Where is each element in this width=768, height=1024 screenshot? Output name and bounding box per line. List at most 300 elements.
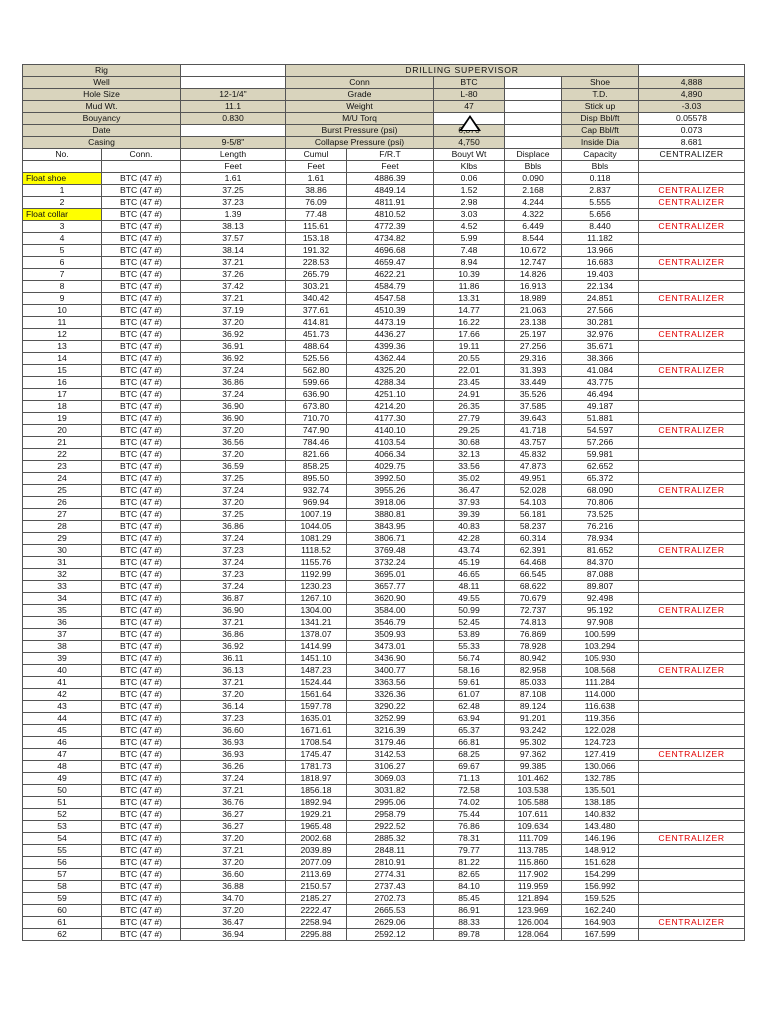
joint-displace[interactable]: 109.634 <box>505 821 562 833</box>
joint-frt[interactable]: 3179.46 <box>347 737 434 749</box>
joint-length[interactable]: 37.20 <box>181 449 286 461</box>
joint-cumul[interactable]: 1929.21 <box>286 809 347 821</box>
joint-cumul[interactable]: 1561.64 <box>286 689 347 701</box>
joint-bouyt-wt[interactable]: 61.07 <box>434 689 505 701</box>
joint-length[interactable]: 36.92 <box>181 329 286 341</box>
joint-centralizer[interactable] <box>639 269 745 281</box>
joint-cumul[interactable]: 525.56 <box>286 353 347 365</box>
joint-cumul[interactable]: 414.81 <box>286 317 347 329</box>
joint-conn[interactable]: BTC (47 #) <box>102 461 181 473</box>
joint-bouyt-wt[interactable]: 75.44 <box>434 809 505 821</box>
joint-length[interactable]: 1.39 <box>181 209 286 221</box>
joint-cumul[interactable]: 1155.76 <box>286 557 347 569</box>
joint-frt[interactable]: 3142.53 <box>347 749 434 761</box>
joint-conn[interactable]: BTC (47 #) <box>102 869 181 881</box>
joint-length[interactable]: 38.13 <box>181 221 286 233</box>
joint-no[interactable]: 36 <box>23 617 102 629</box>
joint-displace[interactable]: 85.033 <box>505 677 562 689</box>
joint-capacity[interactable]: 59.981 <box>562 449 639 461</box>
joint-frt[interactable]: 4325.20 <box>347 365 434 377</box>
joint-displace[interactable]: 119.959 <box>505 881 562 893</box>
joint-bouyt-wt[interactable]: 66.81 <box>434 737 505 749</box>
inside-dia-value[interactable]: 8.681 <box>639 137 745 149</box>
joint-frt[interactable]: 3252.99 <box>347 713 434 725</box>
joint-bouyt-wt[interactable]: 50.99 <box>434 605 505 617</box>
joint-cumul[interactable]: 1671.61 <box>286 725 347 737</box>
joint-cumul[interactable]: 1081.29 <box>286 533 347 545</box>
joint-conn[interactable]: BTC (47 #) <box>102 233 181 245</box>
joint-capacity[interactable]: 95.192 <box>562 605 639 617</box>
joint-frt[interactable]: 4251.10 <box>347 389 434 401</box>
joint-frt[interactable]: 3843.95 <box>347 521 434 533</box>
joint-centralizer[interactable]: CENTRALIZER <box>639 545 745 557</box>
joint-cumul[interactable]: 1267.10 <box>286 593 347 605</box>
joint-no[interactable]: 59 <box>23 893 102 905</box>
joint-conn[interactable]: BTC (47 #) <box>102 485 181 497</box>
joint-displace[interactable]: 93.242 <box>505 725 562 737</box>
joint-capacity[interactable]: 108.568 <box>562 665 639 677</box>
joint-conn[interactable]: BTC (47 #) <box>102 185 181 197</box>
joint-bouyt-wt[interactable]: 36.47 <box>434 485 505 497</box>
joint-length[interactable]: 37.20 <box>181 833 286 845</box>
joint-frt[interactable]: 4066.34 <box>347 449 434 461</box>
joint-bouyt-wt[interactable]: 48.11 <box>434 581 505 593</box>
joint-no[interactable]: 49 <box>23 773 102 785</box>
joint-capacity[interactable]: 162.240 <box>562 905 639 917</box>
joint-length[interactable]: 36.86 <box>181 377 286 389</box>
joint-centralizer[interactable] <box>639 857 745 869</box>
joint-conn[interactable]: BTC (47 #) <box>102 605 181 617</box>
joint-frt[interactable]: 3584.00 <box>347 605 434 617</box>
joint-bouyt-wt[interactable]: 86.91 <box>434 905 505 917</box>
joint-bouyt-wt[interactable]: 52.45 <box>434 617 505 629</box>
joint-cumul[interactable]: 303.21 <box>286 281 347 293</box>
joint-no[interactable]: 25 <box>23 485 102 497</box>
joint-cumul[interactable]: 38.86 <box>286 185 347 197</box>
joint-conn[interactable]: BTC (47 #) <box>102 665 181 677</box>
joint-length[interactable]: 37.24 <box>181 773 286 785</box>
joint-frt[interactable]: 2629.06 <box>347 917 434 929</box>
grade-value[interactable]: L-80 <box>434 89 505 101</box>
joint-capacity[interactable]: 27.566 <box>562 305 639 317</box>
joint-cumul[interactable]: 1.61 <box>286 173 347 185</box>
joint-conn[interactable]: BTC (47 #) <box>102 473 181 485</box>
joint-no[interactable]: 27 <box>23 509 102 521</box>
joint-conn[interactable]: BTC (47 #) <box>102 317 181 329</box>
joint-capacity[interactable]: 159.525 <box>562 893 639 905</box>
joint-bouyt-wt[interactable]: 2.98 <box>434 197 505 209</box>
joint-no[interactable]: 50 <box>23 785 102 797</box>
joint-length[interactable]: 36.93 <box>181 749 286 761</box>
joint-frt[interactable]: 4547.58 <box>347 293 434 305</box>
joint-cumul[interactable]: 1378.07 <box>286 629 347 641</box>
joint-frt[interactable]: 3732.24 <box>347 557 434 569</box>
joint-conn[interactable]: BTC (47 #) <box>102 569 181 581</box>
joint-cumul[interactable]: 2295.88 <box>286 929 347 941</box>
joint-no[interactable]: 9 <box>23 293 102 305</box>
joint-length[interactable]: 37.21 <box>181 785 286 797</box>
joint-capacity[interactable]: 146.196 <box>562 833 639 845</box>
joint-displace[interactable]: 58.237 <box>505 521 562 533</box>
joint-bouyt-wt[interactable]: 35.02 <box>434 473 505 485</box>
joint-cumul[interactable]: 1781.73 <box>286 761 347 773</box>
joint-capacity[interactable]: 132.785 <box>562 773 639 785</box>
joint-centralizer[interactable] <box>639 773 745 785</box>
joint-displace[interactable]: 18.989 <box>505 293 562 305</box>
joint-cumul[interactable]: 747.90 <box>286 425 347 437</box>
joint-no[interactable]: 4 <box>23 233 102 245</box>
joint-frt[interactable]: 2737.43 <box>347 881 434 893</box>
joint-no[interactable]: 22 <box>23 449 102 461</box>
joint-centralizer[interactable] <box>639 209 745 221</box>
joint-cumul[interactable]: 1818.97 <box>286 773 347 785</box>
joint-frt[interactable]: 3216.39 <box>347 725 434 737</box>
joint-conn[interactable]: BTC (47 #) <box>102 653 181 665</box>
joint-capacity[interactable]: 114.000 <box>562 689 639 701</box>
joint-frt[interactable]: 2848.11 <box>347 845 434 857</box>
joint-conn[interactable]: BTC (47 #) <box>102 173 181 185</box>
joint-cumul[interactable]: 599.66 <box>286 377 347 389</box>
joint-length[interactable]: 37.23 <box>181 545 286 557</box>
joint-displace[interactable]: 66.545 <box>505 569 562 581</box>
joint-length[interactable]: 36.92 <box>181 641 286 653</box>
joint-conn[interactable]: BTC (47 #) <box>102 437 181 449</box>
joint-capacity[interactable]: 41.084 <box>562 365 639 377</box>
joint-capacity[interactable]: 19.403 <box>562 269 639 281</box>
joint-length[interactable]: 37.23 <box>181 713 286 725</box>
joint-cumul[interactable]: 265.79 <box>286 269 347 281</box>
joint-bouyt-wt[interactable]: 88.33 <box>434 917 505 929</box>
joint-bouyt-wt[interactable]: 32.13 <box>434 449 505 461</box>
joint-bouyt-wt[interactable]: 78.31 <box>434 833 505 845</box>
joint-conn[interactable]: BTC (47 #) <box>102 389 181 401</box>
joint-displace[interactable]: 4.322 <box>505 209 562 221</box>
joint-length[interactable]: 37.26 <box>181 269 286 281</box>
joint-cumul[interactable]: 2039.89 <box>286 845 347 857</box>
joint-displace[interactable]: 16.913 <box>505 281 562 293</box>
joint-bouyt-wt[interactable]: 76.86 <box>434 821 505 833</box>
joint-frt[interactable]: 3290.22 <box>347 701 434 713</box>
joint-length[interactable]: 37.25 <box>181 509 286 521</box>
joint-bouyt-wt[interactable]: 74.02 <box>434 797 505 809</box>
joint-frt[interactable]: 3400.77 <box>347 665 434 677</box>
joint-capacity[interactable]: 92.498 <box>562 593 639 605</box>
joint-cumul[interactable]: 340.42 <box>286 293 347 305</box>
joint-no[interactable]: 52 <box>23 809 102 821</box>
joint-frt[interactable]: 3620.90 <box>347 593 434 605</box>
joint-centralizer[interactable] <box>639 317 745 329</box>
joint-frt[interactable]: 4810.52 <box>347 209 434 221</box>
joint-length[interactable]: 36.93 <box>181 737 286 749</box>
stick-up-value[interactable]: -3.03 <box>639 101 745 113</box>
joint-no[interactable]: Float collar <box>23 209 102 221</box>
joint-frt[interactable]: 4659.47 <box>347 257 434 269</box>
joint-frt[interactable]: 2922.52 <box>347 821 434 833</box>
joint-frt[interactable]: 2702.73 <box>347 893 434 905</box>
joint-frt[interactable]: 3363.56 <box>347 677 434 689</box>
joint-no[interactable]: 37 <box>23 629 102 641</box>
joint-no[interactable]: 56 <box>23 857 102 869</box>
joint-frt[interactable]: 4436.27 <box>347 329 434 341</box>
joint-bouyt-wt[interactable]: 24.91 <box>434 389 505 401</box>
joint-length[interactable]: 1.61 <box>181 173 286 185</box>
joint-bouyt-wt[interactable]: 8.94 <box>434 257 505 269</box>
joint-centralizer[interactable] <box>639 629 745 641</box>
joint-no[interactable]: 42 <box>23 689 102 701</box>
shoe-value[interactable]: 4,888 <box>639 77 745 89</box>
joint-capacity[interactable]: 11.182 <box>562 233 639 245</box>
joint-conn[interactable]: BTC (47 #) <box>102 545 181 557</box>
joint-capacity[interactable]: 97.908 <box>562 617 639 629</box>
casing-value[interactable]: 9-5/8" <box>181 137 286 149</box>
joint-length[interactable]: 36.94 <box>181 929 286 941</box>
joint-length[interactable]: 37.19 <box>181 305 286 317</box>
joint-length[interactable]: 36.11 <box>181 653 286 665</box>
joint-length[interactable]: 36.90 <box>181 401 286 413</box>
joint-displace[interactable]: 72.737 <box>505 605 562 617</box>
joint-no[interactable]: 29 <box>23 533 102 545</box>
joint-no[interactable]: 6 <box>23 257 102 269</box>
joint-displace[interactable]: 70.679 <box>505 593 562 605</box>
joint-length[interactable]: 36.86 <box>181 521 286 533</box>
joint-cumul[interactable]: 115.61 <box>286 221 347 233</box>
joint-length[interactable]: 36.59 <box>181 461 286 473</box>
joint-capacity[interactable]: 87.088 <box>562 569 639 581</box>
joint-conn[interactable]: BTC (47 #) <box>102 737 181 749</box>
joint-length[interactable]: 37.21 <box>181 257 286 269</box>
joint-centralizer[interactable]: CENTRALIZER <box>639 197 745 209</box>
joint-bouyt-wt[interactable]: 45.19 <box>434 557 505 569</box>
joint-no[interactable]: 34 <box>23 593 102 605</box>
joint-frt[interactable]: 4177.30 <box>347 413 434 425</box>
joint-bouyt-wt[interactable]: 68.25 <box>434 749 505 761</box>
joint-centralizer[interactable] <box>639 305 745 317</box>
joint-no[interactable]: 12 <box>23 329 102 341</box>
joint-cumul[interactable]: 821.66 <box>286 449 347 461</box>
joint-cumul[interactable]: 895.50 <box>286 473 347 485</box>
joint-displace[interactable]: 64.468 <box>505 557 562 569</box>
joint-conn[interactable]: BTC (47 #) <box>102 929 181 941</box>
joint-length[interactable]: 36.76 <box>181 797 286 809</box>
joint-conn[interactable]: BTC (47 #) <box>102 905 181 917</box>
joint-bouyt-wt[interactable]: 27.79 <box>434 413 505 425</box>
joint-capacity[interactable]: 103.294 <box>562 641 639 653</box>
joint-length[interactable]: 37.20 <box>181 317 286 329</box>
joint-centralizer[interactable]: CENTRALIZER <box>639 221 745 233</box>
joint-conn[interactable]: BTC (47 #) <box>102 533 181 545</box>
joint-centralizer[interactable] <box>639 929 745 941</box>
joint-no[interactable]: 13 <box>23 341 102 353</box>
joint-displace[interactable]: 87.108 <box>505 689 562 701</box>
joint-bouyt-wt[interactable]: 26.35 <box>434 401 505 413</box>
joint-displace[interactable]: 74.813 <box>505 617 562 629</box>
joint-frt[interactable]: 2995.06 <box>347 797 434 809</box>
joint-centralizer[interactable] <box>639 233 745 245</box>
joint-bouyt-wt[interactable]: 10.39 <box>434 269 505 281</box>
joint-capacity[interactable]: 13.966 <box>562 245 639 257</box>
joint-cumul[interactable]: 2077.09 <box>286 857 347 869</box>
joint-bouyt-wt[interactable]: 13.31 <box>434 293 505 305</box>
joint-no[interactable]: 40 <box>23 665 102 677</box>
joint-no[interactable]: 21 <box>23 437 102 449</box>
joint-frt[interactable]: 4399.36 <box>347 341 434 353</box>
joint-cumul[interactable]: 1230.23 <box>286 581 347 593</box>
joint-no[interactable]: 16 <box>23 377 102 389</box>
joint-bouyt-wt[interactable]: 55.33 <box>434 641 505 653</box>
joint-no[interactable]: 10 <box>23 305 102 317</box>
joint-capacity[interactable]: 148.912 <box>562 845 639 857</box>
joint-capacity[interactable]: 76.216 <box>562 521 639 533</box>
joint-displace[interactable]: 31.393 <box>505 365 562 377</box>
joint-capacity[interactable]: 24.851 <box>562 293 639 305</box>
joint-length[interactable]: 36.86 <box>181 629 286 641</box>
joint-displace[interactable]: 27.256 <box>505 341 562 353</box>
joint-centralizer[interactable] <box>639 413 745 425</box>
joint-displace[interactable]: 56.181 <box>505 509 562 521</box>
joint-length[interactable]: 37.25 <box>181 473 286 485</box>
joint-frt[interactable]: 4362.44 <box>347 353 434 365</box>
joint-length[interactable]: 36.88 <box>181 881 286 893</box>
joint-capacity[interactable]: 43.775 <box>562 377 639 389</box>
joint-capacity[interactable]: 143.480 <box>562 821 639 833</box>
joint-no[interactable]: 8 <box>23 281 102 293</box>
joint-capacity[interactable]: 105.930 <box>562 653 639 665</box>
joint-no[interactable]: 55 <box>23 845 102 857</box>
joint-no[interactable]: 57 <box>23 869 102 881</box>
joint-no[interactable]: 26 <box>23 497 102 509</box>
joint-displace[interactable]: 121.894 <box>505 893 562 905</box>
joint-capacity[interactable]: 111.284 <box>562 677 639 689</box>
mud-wt-value[interactable]: 11.1 <box>181 101 286 113</box>
disp-value[interactable]: 0.05578 <box>639 113 745 125</box>
joint-conn[interactable]: BTC (47 #) <box>102 425 181 437</box>
joint-conn[interactable]: BTC (47 #) <box>102 449 181 461</box>
joint-cumul[interactable]: 1597.78 <box>286 701 347 713</box>
joint-bouyt-wt[interactable]: 3.03 <box>434 209 505 221</box>
joint-frt[interactable]: 4214.20 <box>347 401 434 413</box>
joint-centralizer[interactable]: CENTRALIZER <box>639 365 745 377</box>
joint-capacity[interactable]: 81.652 <box>562 545 639 557</box>
joint-bouyt-wt[interactable]: 89.78 <box>434 929 505 941</box>
joint-no[interactable]: 38 <box>23 641 102 653</box>
joint-no[interactable]: 24 <box>23 473 102 485</box>
joint-centralizer[interactable] <box>639 797 745 809</box>
joint-centralizer[interactable] <box>639 497 745 509</box>
conn-value[interactable]: BTC <box>434 77 505 89</box>
joint-bouyt-wt[interactable]: 17.66 <box>434 329 505 341</box>
joint-centralizer[interactable] <box>639 569 745 581</box>
joint-cumul[interactable]: 2222.47 <box>286 905 347 917</box>
joint-no[interactable]: Float shoe <box>23 173 102 185</box>
joint-no[interactable]: 54 <box>23 833 102 845</box>
joint-length[interactable]: 37.23 <box>181 197 286 209</box>
joint-length[interactable]: 36.13 <box>181 665 286 677</box>
joint-cumul[interactable]: 2113.69 <box>286 869 347 881</box>
joint-no[interactable]: 30 <box>23 545 102 557</box>
joint-no[interactable]: 39 <box>23 653 102 665</box>
joint-length[interactable]: 36.27 <box>181 821 286 833</box>
joint-length[interactable]: 37.24 <box>181 485 286 497</box>
joint-frt[interactable]: 4734.82 <box>347 233 434 245</box>
joint-displace[interactable]: 60.314 <box>505 533 562 545</box>
joint-cumul[interactable]: 673.80 <box>286 401 347 413</box>
joint-conn[interactable]: BTC (47 #) <box>102 725 181 737</box>
joint-no[interactable]: 62 <box>23 929 102 941</box>
joint-bouyt-wt[interactable]: 56.74 <box>434 653 505 665</box>
joint-bouyt-wt[interactable]: 14.77 <box>434 305 505 317</box>
joint-length[interactable]: 37.57 <box>181 233 286 245</box>
joint-bouyt-wt[interactable]: 0.06 <box>434 173 505 185</box>
joint-cumul[interactable]: 2185.27 <box>286 893 347 905</box>
joint-displace[interactable]: 14.826 <box>505 269 562 281</box>
joint-centralizer[interactable] <box>639 881 745 893</box>
joint-conn[interactable]: BTC (47 #) <box>102 209 181 221</box>
joint-cumul[interactable]: 1965.48 <box>286 821 347 833</box>
joint-bouyt-wt[interactable]: 4.52 <box>434 221 505 233</box>
joint-capacity[interactable]: 22.134 <box>562 281 639 293</box>
joint-conn[interactable]: BTC (47 #) <box>102 221 181 233</box>
joint-frt[interactable]: 2774.31 <box>347 869 434 881</box>
joint-displace[interactable]: 117.902 <box>505 869 562 881</box>
joint-bouyt-wt[interactable]: 23.45 <box>434 377 505 389</box>
joint-conn[interactable]: BTC (47 #) <box>102 377 181 389</box>
joint-centralizer[interactable] <box>639 449 745 461</box>
joint-frt[interactable]: 4886.39 <box>347 173 434 185</box>
joint-no[interactable]: 31 <box>23 557 102 569</box>
joint-displace[interactable]: 25.197 <box>505 329 562 341</box>
joint-displace[interactable]: 107.611 <box>505 809 562 821</box>
joint-capacity[interactable]: 122.028 <box>562 725 639 737</box>
joint-no[interactable]: 5 <box>23 245 102 257</box>
joint-centralizer[interactable] <box>639 389 745 401</box>
joint-frt[interactable]: 3955.26 <box>347 485 434 497</box>
joint-length[interactable]: 36.26 <box>181 761 286 773</box>
supervisor-value[interactable] <box>639 65 745 77</box>
joint-conn[interactable]: BTC (47 #) <box>102 329 181 341</box>
joint-length[interactable]: 36.92 <box>181 353 286 365</box>
joint-conn[interactable]: BTC (47 #) <box>102 857 181 869</box>
joint-displace[interactable]: 23.138 <box>505 317 562 329</box>
joint-capacity[interactable]: 35.671 <box>562 341 639 353</box>
joint-cumul[interactable]: 1044.05 <box>286 521 347 533</box>
joint-displace[interactable]: 49.951 <box>505 473 562 485</box>
joint-frt[interactable]: 3769.48 <box>347 545 434 557</box>
joint-capacity[interactable]: 100.599 <box>562 629 639 641</box>
joint-conn[interactable]: BTC (47 #) <box>102 341 181 353</box>
joint-frt[interactable]: 3106.27 <box>347 761 434 773</box>
date-value[interactable] <box>181 125 286 137</box>
joint-displace[interactable]: 95.302 <box>505 737 562 749</box>
joint-cumul[interactable]: 2258.94 <box>286 917 347 929</box>
joint-length[interactable]: 37.20 <box>181 857 286 869</box>
joint-centralizer[interactable] <box>639 641 745 653</box>
joint-bouyt-wt[interactable]: 58.16 <box>434 665 505 677</box>
joint-centralizer[interactable] <box>639 653 745 665</box>
joint-displace[interactable]: 0.090 <box>505 173 562 185</box>
joint-conn[interactable]: BTC (47 #) <box>102 269 181 281</box>
joint-capacity[interactable]: 89.807 <box>562 581 639 593</box>
joint-bouyt-wt[interactable]: 42.28 <box>434 533 505 545</box>
joint-conn[interactable]: BTC (47 #) <box>102 353 181 365</box>
joint-capacity[interactable]: 32.976 <box>562 329 639 341</box>
burst-value[interactable]: 6,870 <box>434 125 505 137</box>
joint-capacity[interactable]: 73.525 <box>562 509 639 521</box>
joint-cumul[interactable]: 488.64 <box>286 341 347 353</box>
joint-bouyt-wt[interactable]: 37.93 <box>434 497 505 509</box>
joint-displace[interactable]: 43.757 <box>505 437 562 449</box>
joint-displace[interactable]: 10.672 <box>505 245 562 257</box>
joint-cumul[interactable]: 1007.19 <box>286 509 347 521</box>
